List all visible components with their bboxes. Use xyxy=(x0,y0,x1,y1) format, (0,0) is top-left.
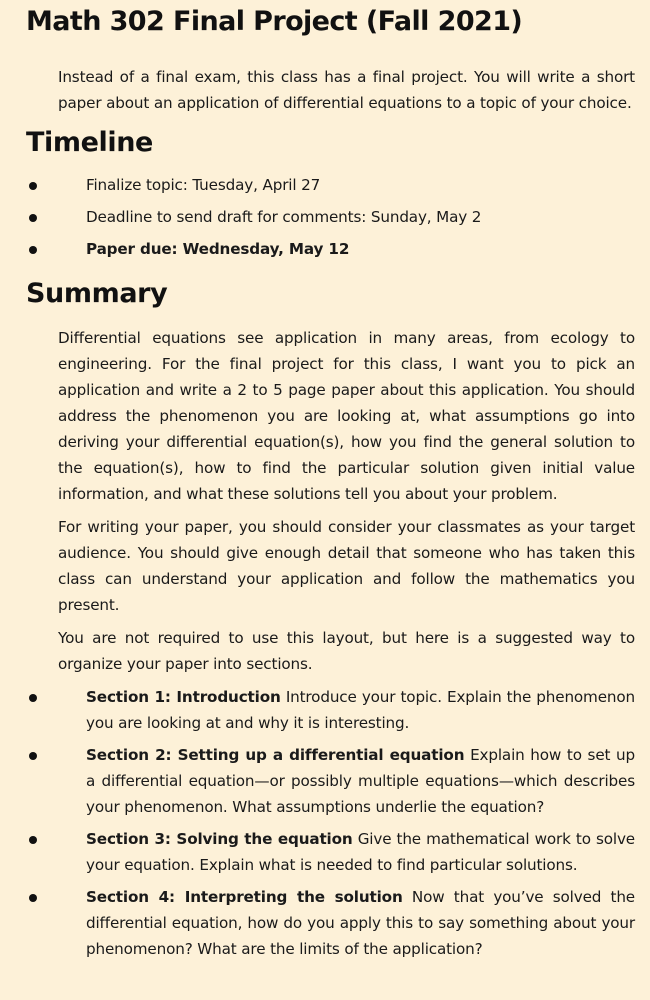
section-label: Section 1: Introduction xyxy=(86,688,281,706)
section-text: Explain how to set up a differential equation—or possibly multiple equations—which describes your phenomenon. What assumptions underlie the equation? xyxy=(86,746,635,816)
bullet-icon xyxy=(29,182,37,190)
section-item xyxy=(26,884,635,962)
section-item xyxy=(26,684,635,736)
timeline-item-text: Deadline to send draft for comments: Sunday, May 2 xyxy=(86,208,482,226)
timeline-item-text: Finalize topic: Tuesday, April 27 xyxy=(86,176,321,194)
summary-paragraph: Differential equations see application in many areas, from ecology to engineering. For the final project for this class, I want you to pick an application and write a 2 to 5 page paper about this application. You should address the phenomenon you are looking at, what assumptions go into deriving your differential equation(s), how you find the general solution to the equation(s), how to find the particular solution given initial value information, and what these solutions tell you about your problem. xyxy=(58,329,635,503)
timeline-item xyxy=(26,236,635,262)
bullet-icon xyxy=(29,694,37,702)
summary-paragraph: You are not required to use this layout, but here is a suggested way to organize your paper into sections. xyxy=(58,629,635,673)
bullet-icon xyxy=(29,214,37,222)
section-item xyxy=(26,742,635,820)
page-title: Math 302 Final Project (Fall 2021) xyxy=(26,6,523,37)
section-text: Now that you’ve solved the differential equation, how do you apply this to say something about your phenomenon? What are the limits of the application? xyxy=(86,888,635,958)
timeline-item xyxy=(26,172,635,198)
section-label: Section 4: Interpreting the solution xyxy=(86,888,403,906)
section-label: Section 3: Solving the equation xyxy=(86,830,353,848)
bullet-icon xyxy=(29,894,37,902)
intro-paragraph: Instead of a final exam, this class has a final project. You will write a short paper about an application of differential equations to a topic of your choice. xyxy=(58,68,635,112)
bullet-icon xyxy=(29,246,37,254)
timeline-heading: Timeline xyxy=(26,127,153,158)
summary-heading: Summary xyxy=(26,278,168,309)
section-text: Give the mathematical work to solve your equation. Explain what is needed to find particular solutions. xyxy=(86,830,635,874)
timeline-item-text-due: Paper due: Wednesday, May 12 xyxy=(86,240,350,258)
section-item xyxy=(26,826,635,878)
summary-paragraph: For writing your paper, you should consider your classmates as your target audience. You should give enough detail that someone who has taken this class can understand your application and follow the mathematics you present. xyxy=(58,518,635,614)
timeline-list xyxy=(26,172,635,262)
bullet-icon xyxy=(29,836,37,844)
timeline-item xyxy=(26,204,635,230)
section-label: Section 2: Setting up a differential equation xyxy=(86,746,465,764)
bullet-icon xyxy=(29,752,37,760)
sections-list xyxy=(26,684,635,962)
section-text: Introduce your topic. Explain the phenomenon you are looking at and why it is interesting. xyxy=(86,688,635,732)
